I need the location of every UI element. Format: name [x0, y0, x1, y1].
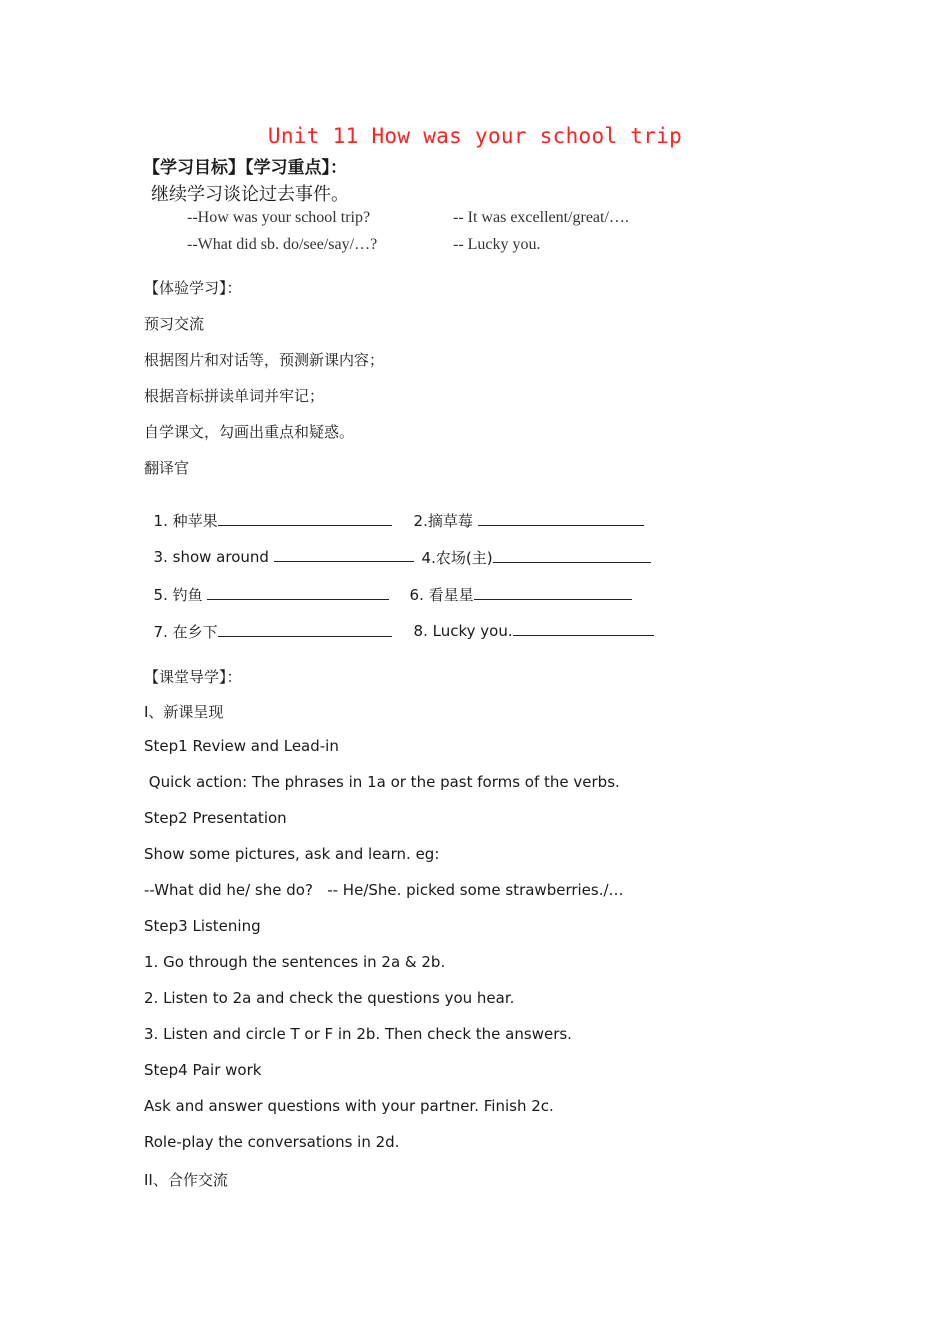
translation-row: [400, 566, 632, 605]
answer-blank[interactable]: [513, 621, 654, 636]
step-title: Step4 Pair work: [144, 1061, 262, 1079]
translation-prompt: 8. Lucky you.: [413, 622, 513, 640]
translation-row: [144, 529, 414, 566]
answer-blank[interactable]: [218, 622, 392, 637]
answer-blank[interactable]: [207, 585, 389, 600]
dialog-question-1: --How was your school trip?: [187, 209, 371, 226]
body-text: Role-play the conversations in 2d.: [144, 1133, 400, 1151]
translation-prompt: 2.摘草莓: [413, 512, 478, 530]
section-title: II、合作交流: [144, 1171, 228, 1189]
body-text: Ask and answer questions with your partner. Finish 2c.: [144, 1097, 554, 1115]
body-text: 1. Go through the sentences in 2a & 2b.: [144, 953, 446, 971]
translator-title: 翻译官: [144, 459, 190, 477]
answer-blank[interactable]: [274, 547, 414, 562]
step-title: Step2 Presentation: [144, 809, 287, 827]
translation-row: [144, 566, 389, 605]
section-title: I、新课呈现: [144, 703, 224, 721]
translation-row: [404, 603, 654, 640]
translation-row: [144, 603, 392, 642]
body-text: Show some pictures, ask and learn. eg:: [144, 845, 440, 863]
dialog-question-2: --What did sb. do/see/say/…?: [187, 236, 378, 253]
translation-row: [412, 529, 651, 568]
step-title: Step3 Listening: [144, 917, 261, 935]
preview-item: 根据图片和对话等，预测新课内容；: [144, 351, 385, 369]
translation-prompt: 4.农场(主): [421, 549, 493, 567]
translation-prompt: 7. 在乡下: [153, 623, 218, 641]
step-title: Step1 Review and Lead-in: [144, 737, 339, 755]
translation-prompt: 6. 看星星: [409, 586, 474, 604]
answer-blank[interactable]: [474, 585, 632, 600]
preview-item: 自学课文，勾画出重点和疑惑。: [144, 423, 355, 441]
preview-title: 预习交流: [144, 315, 205, 333]
answer-blank[interactable]: [478, 511, 644, 526]
page-title: Unit 11 How was your school trip: [267, 124, 683, 148]
body-text: --What did he/ she do? -- He/She. picked some strawberries./…: [144, 881, 624, 899]
body-text: 2. Listen to 2a and check the questions you hear.: [144, 989, 515, 1007]
translation-prompt: 3. show around: [153, 548, 274, 566]
experience-heading: 【体验学习】：: [144, 279, 242, 297]
dialog-answer-2: -- Lucky you.: [453, 236, 541, 253]
body-text: 3. Listen and circle T or F in 2b. Then check the answers.: [144, 1025, 572, 1043]
translation-prompt: 1. 种苹果: [153, 512, 218, 530]
body-text: Quick action: The phrases in 1a or the past forms of the verbs.: [144, 773, 620, 791]
translation-prompt: 5. 钓鱼: [153, 586, 208, 604]
translation-row: [404, 492, 644, 531]
classroom-heading: 【课堂导学】：: [144, 668, 242, 686]
goals-subtitle: 继续学习谈论过去事件。: [151, 184, 349, 205]
answer-blank[interactable]: [218, 511, 392, 526]
answer-blank[interactable]: [493, 548, 651, 563]
translation-row: [144, 492, 392, 531]
dialog-answer-1: -- It was excellent/great/….: [453, 209, 629, 226]
preview-item: 根据音标拼读单词并牢记；: [144, 387, 325, 405]
goals-heading: 【学习目标】【学习重点】：: [143, 158, 347, 178]
